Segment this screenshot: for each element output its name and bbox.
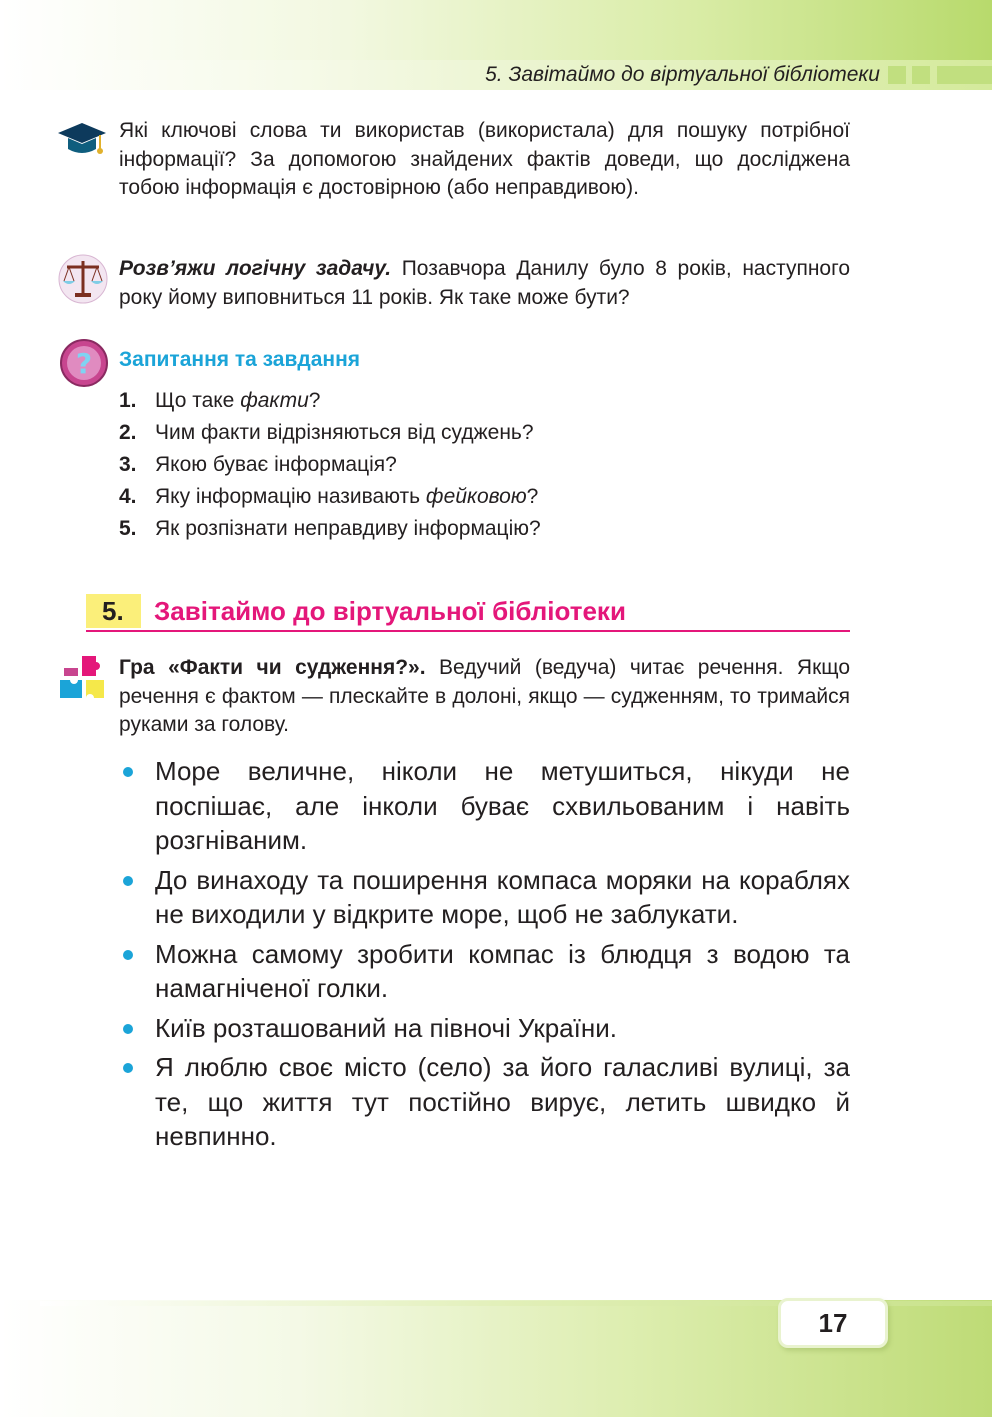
question-item: 4. Яку інформацію називають фейковою? — [119, 485, 539, 508]
statement-item: До винаходу та поширення компаса моряки на кораблях не виходили у відкрите море, щоб не заблукати. — [119, 863, 850, 932]
game-label: Гра «Факти чи судження?». — [119, 656, 426, 679]
section-heading — [86, 594, 850, 632]
scales-icon — [57, 253, 109, 305]
game-text: Ведучий (ведуча) читає речення. Якщо речення є фактом — плескайте в долоні, якщо — судженням, то тримайся руками за голову. — [119, 656, 850, 736]
header-decor-square — [912, 66, 930, 84]
statements-list — [119, 754, 850, 1159]
questions-list — [119, 385, 541, 545]
question-item: 5. Як розпізнати неправдиву інформацію? — [119, 517, 541, 540]
bullet-icon — [123, 1024, 133, 1034]
bullet-icon — [123, 767, 133, 777]
logic-task-text: Позавчора Данилу було 8 років, наступного року йому виповниться 11 років. Як таке може бути? — [119, 257, 850, 309]
graduation-cap-icon — [56, 121, 108, 159]
question-icon — [59, 338, 109, 388]
bullet-icon — [123, 1063, 133, 1073]
svg-text:?: ? — [75, 347, 93, 380]
game-paragraph — [119, 654, 850, 740]
question-item: 3. Якою буває інформація? — [119, 453, 397, 476]
statement-item: Можна самому зробити компас із блюдця з водою та намагніченої голки. — [119, 937, 850, 1006]
section-number: 5. — [86, 594, 141, 628]
questions-heading: Запитання та завдання — [119, 348, 361, 371]
logic-task-label: Розв’яжи логічну задачу. — [119, 257, 392, 280]
header-decor-square — [888, 66, 906, 84]
statement-item: Море величне, ніколи не метушиться, нікуди не поспішає, але інколи буває схвильованим і навіть розгніваним. — [119, 754, 850, 858]
header-decor-bar — [937, 66, 992, 84]
logic-task-paragraph — [119, 255, 850, 312]
bullet-icon — [123, 950, 133, 960]
question-item: 1. Що таке факти? — [119, 389, 321, 412]
puzzle-icon — [58, 654, 108, 702]
bullet-icon — [123, 876, 133, 886]
section-title: Завітаймо до віртуальної бібліотеки — [154, 596, 626, 626]
page-number: 17 — [778, 1298, 888, 1348]
running-header-title: 5. Завітаймо до віртуальної бібліотеки — [485, 63, 880, 86]
statement-item: Київ розташований на півночі України. — [119, 1011, 850, 1046]
statement-item: Я люблю своє місто (село) за його галасливі вулиці, за те, що життя тут постійно вирує, летить швидко й невпинно. — [119, 1050, 850, 1154]
question-item: 2. Чим факти відрізняються від суджень? — [119, 421, 534, 444]
header-background — [0, 0, 992, 60]
keywords-paragraph: Які ключові слова ти використав (використала) для пошуку потрібної інформації? За допомогою знайдених фактів доведи, що досліджена тобою інформація є достовірною (або неправдивою). — [119, 119, 850, 199]
